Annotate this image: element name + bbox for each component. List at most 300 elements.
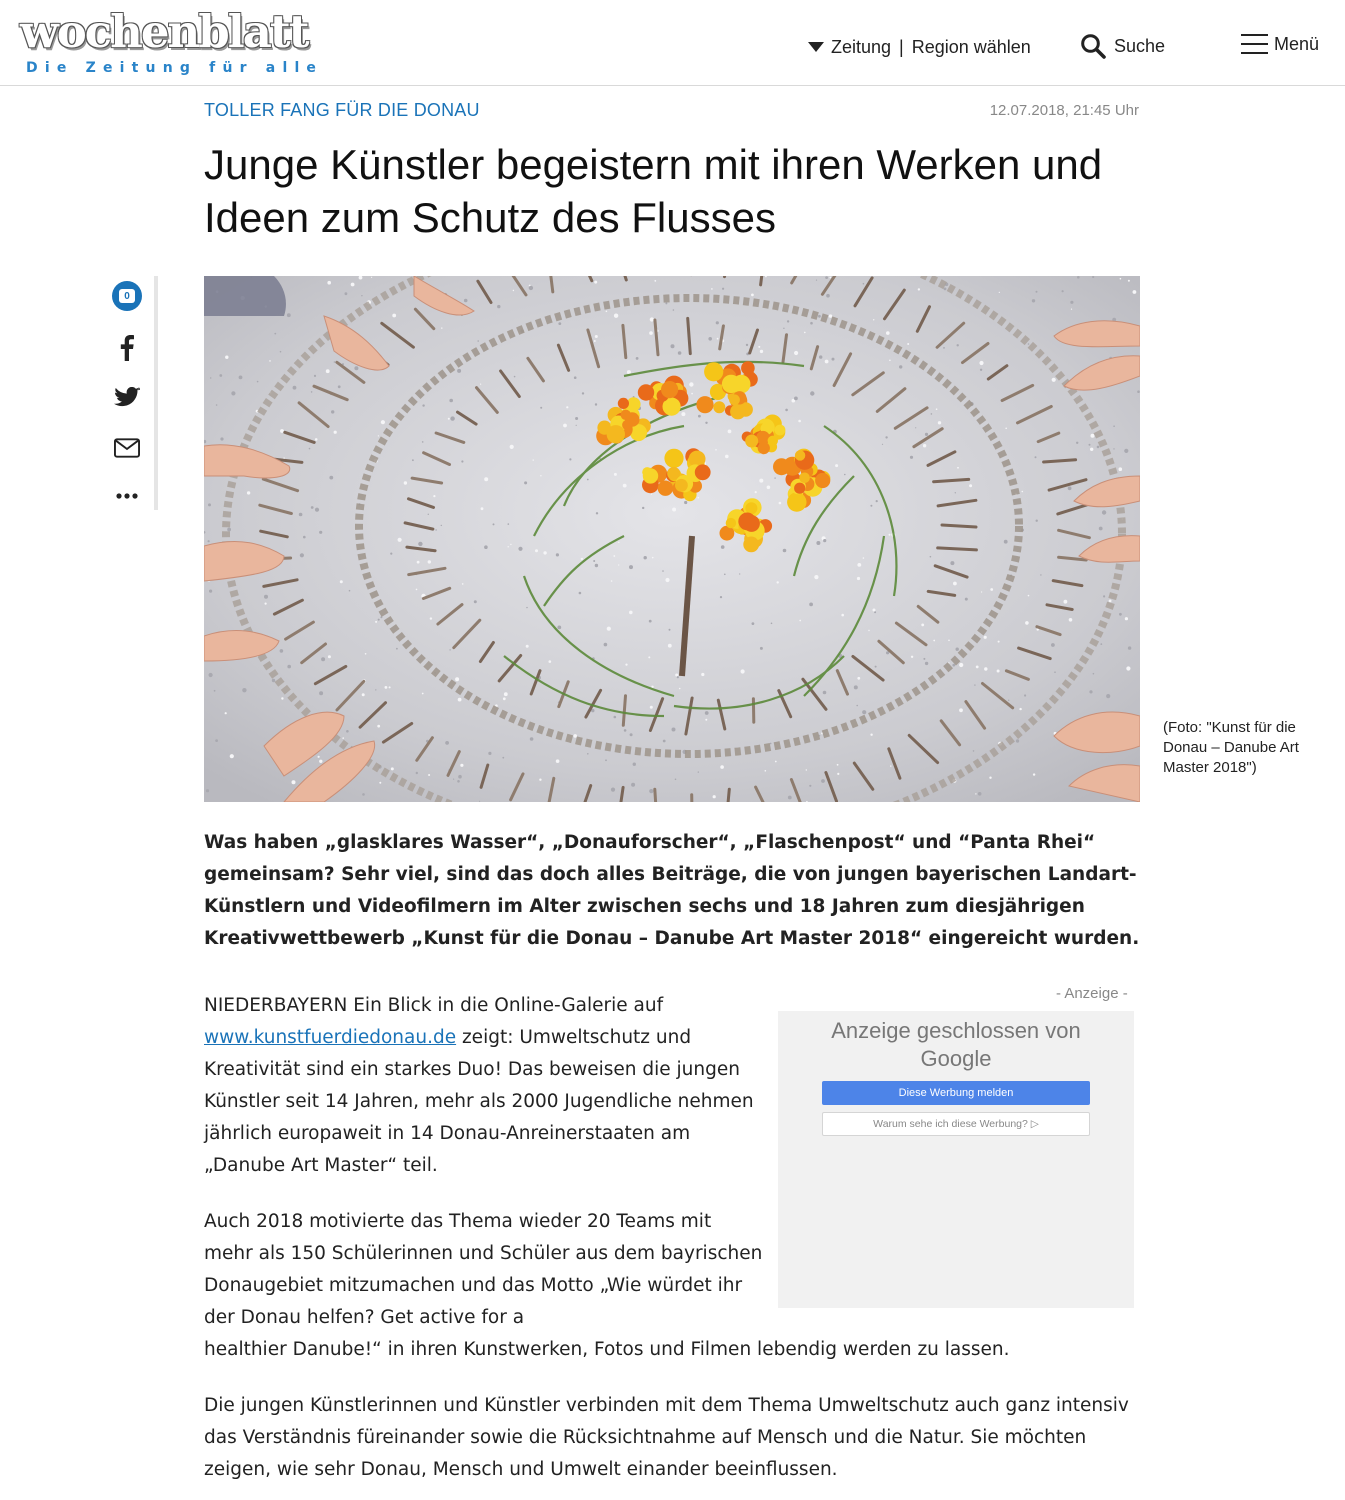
sand-speckle: [672, 508, 676, 512]
sand-speckle: [508, 546, 509, 547]
sand-speckle: [1092, 276, 1094, 278]
sand-speckle: [375, 621, 377, 623]
p1-text-end: zeigt: Umweltschutz und Kreativität sind ein starkes Duo! Das beweisen die jungen Künstler seit 14 Jahren, mehr als 2000 Jugendliche nehmen jährlich europaweit in 14 Donau-Anreinerstaaten am „Danube Art Master“ teil.: [204, 1027, 754, 1176]
comment-icon[interactable]: [112, 281, 142, 311]
sand-speckle: [215, 739, 218, 742]
sand-speckle: [309, 448, 311, 450]
sand-speckle: [417, 561, 420, 564]
sand-speckle: [1125, 617, 1128, 620]
sand-speckle: [1120, 278, 1122, 280]
sand-speckle: [556, 553, 559, 556]
sand-speckle: [389, 686, 391, 688]
sand-speckle: [644, 556, 647, 559]
sand-speckle: [269, 360, 271, 362]
sand-speckle: [814, 575, 818, 579]
sand-speckle: [334, 361, 336, 363]
sand-speckle: [311, 391, 313, 393]
sand-speckle: [481, 507, 484, 510]
sand-speckle: [973, 750, 975, 752]
sand-speckle: [497, 305, 500, 308]
sand-speckle: [614, 314, 618, 318]
site-header: [0, 0, 1345, 86]
sand-speckle: [678, 351, 682, 355]
sand-speckle: [579, 592, 582, 595]
sand-speckle: [907, 343, 909, 345]
flower-blossom: [799, 473, 810, 484]
sand-speckle: [651, 686, 653, 688]
sand-speckle: [775, 761, 777, 763]
sand-speckle: [381, 420, 385, 424]
hamburger-icon: [1241, 33, 1268, 55]
sand-speckle: [594, 340, 596, 342]
sand-speckle: [319, 691, 323, 695]
flower-blossom: [738, 513, 756, 531]
sand-speckle: [1025, 621, 1029, 625]
sand-speckle: [453, 779, 454, 780]
sand-speckle: [1103, 595, 1105, 597]
sand-speckle: [816, 541, 820, 545]
sand-speckle: [648, 656, 650, 658]
sand-speckle: [484, 477, 488, 481]
article-paragraph-3: Die jungen Künstlerinnen und Künstler verbinden mit dem Thema Umweltschutz auch ganz intensiv das Verständnis füreinander sowie die Rücksichtnahme auf Mensch und die Natur. Sie möchten zeigen, wie sehr Donau, Mensch und Umwelt einander beeinflussen.: [204, 1395, 1129, 1480]
article-kicker: TOLLER FANG FÜR DIE DONAU: [204, 100, 480, 120]
sand-speckle: [698, 497, 700, 499]
sand-speckle: [767, 486, 771, 490]
sand-speckle: [728, 430, 732, 434]
report-ad-button[interactable]: Diese Werbung melden: [822, 1081, 1090, 1105]
flower-blossom: [618, 398, 629, 409]
article-paragraph-1: [204, 990, 764, 1182]
sand-speckle: [375, 689, 376, 690]
sand-speckle: [675, 674, 678, 677]
sand-speckle: [557, 626, 561, 630]
menu-label: Menü: [1274, 33, 1320, 54]
region-selector[interactable]: [808, 36, 1031, 58]
why-this-ad-button[interactable]: Warum sehe ich diese Werbung? ▷: [822, 1112, 1090, 1136]
sand-speckle: [604, 643, 608, 647]
sand-speckle: [623, 484, 627, 488]
flower-blossom: [758, 442, 770, 454]
sand-speckle: [984, 667, 987, 670]
sand-speckle: [1089, 444, 1091, 446]
sand-speckle: [281, 697, 283, 699]
sand-speckle: [1133, 290, 1137, 294]
sand-speckle: [1004, 540, 1008, 544]
nav-zeitung-label: Zeitung: [831, 36, 892, 57]
sand-speckle: [328, 655, 331, 658]
sand-speckle: [391, 767, 394, 770]
sand-speckle: [923, 444, 926, 447]
sand-speckle: [957, 344, 959, 346]
sand-speckle: [863, 283, 865, 285]
sand-speckle: [818, 315, 821, 318]
sand-speckle: [649, 789, 653, 793]
sand-speckle: [209, 673, 213, 677]
sand-speckle: [938, 421, 941, 424]
sand-speckle: [435, 529, 436, 530]
nav-separator: |: [899, 36, 904, 57]
flower-blossom: [664, 449, 683, 468]
sand-speckle: [484, 545, 488, 549]
sand-speckle: [1036, 291, 1038, 293]
sand-speckle: [1119, 467, 1123, 471]
sand-speckle: [502, 757, 504, 759]
sand-speckle: [422, 441, 424, 443]
sand-speckle: [889, 534, 891, 536]
logo-tagline: Die Zeitung für alle: [26, 60, 324, 76]
article-date: 12.07.2018, 21:45 Uhr: [989, 102, 1139, 119]
sand-speckle: [480, 384, 481, 385]
sand-speckle: [890, 765, 891, 766]
sand-speckle: [457, 369, 461, 373]
sand-speckle: [925, 433, 928, 436]
sand-speckle: [208, 503, 211, 506]
sand-speckle: [225, 712, 227, 714]
sand-speckle: [329, 476, 333, 480]
sand-speckle: [654, 280, 656, 282]
sand-speckle: [1052, 378, 1056, 382]
sand-speckle: [264, 595, 268, 599]
sand-speckle: [1124, 449, 1128, 453]
sand-speckle: [675, 779, 677, 781]
sand-speckle: [751, 294, 754, 297]
sand-speckle: [930, 556, 932, 558]
sand-speckle: [338, 385, 341, 388]
sand-speckle: [416, 772, 418, 774]
sand-speckle: [636, 357, 639, 360]
sand-speckle: [392, 314, 396, 318]
sand-speckle: [510, 445, 514, 449]
sand-speckle: [629, 565, 633, 569]
sand-speckle: [765, 770, 767, 772]
sand-speckle: [594, 281, 597, 284]
sand-speckle: [614, 473, 617, 476]
sand-speckle: [854, 685, 858, 689]
sand-speckle: [595, 335, 598, 338]
sand-speckle: [809, 603, 813, 607]
sand-speckle: [1008, 700, 1009, 701]
sand-speckle: [875, 666, 877, 668]
sand-speckle: [931, 413, 933, 415]
sand-speckle: [974, 684, 975, 685]
sand-speckle: [510, 544, 511, 545]
flower-blossom: [621, 410, 631, 420]
sand-speckle: [717, 338, 719, 340]
sand-speckle: [624, 729, 627, 732]
sand-speckle: [404, 481, 407, 484]
sand-speckle: [804, 332, 806, 334]
sand-speckle: [416, 589, 418, 591]
sand-speckle: [450, 416, 454, 420]
sand-speckle: [630, 733, 633, 736]
sand-speckle: [823, 539, 826, 542]
sand-speckle: [1126, 666, 1130, 670]
search-button[interactable]: [1080, 33, 1165, 59]
sand-speckle: [1028, 595, 1030, 597]
sand-speckle: [722, 288, 724, 290]
sand-speckle: [984, 636, 987, 639]
sand-speckle: [371, 277, 372, 278]
sand-speckle: [526, 645, 529, 648]
sand-speckle: [1102, 510, 1106, 514]
sand-speckle: [449, 649, 450, 650]
flower-blossom: [661, 381, 678, 398]
sand-speckle: [825, 360, 829, 364]
sand-speckle: [1076, 442, 1078, 444]
sand-speckle: [581, 558, 583, 560]
sand-speckle: [979, 361, 983, 365]
sand-speckle: [242, 688, 246, 692]
sand-speckle: [412, 459, 414, 461]
sand-speckle: [752, 622, 755, 625]
sand-speckle: [503, 697, 506, 700]
sand-speckle: [396, 648, 398, 650]
sand-speckle: [980, 369, 982, 371]
article-hero-image[interactable]: [204, 276, 1140, 802]
sand-speckle: [618, 564, 619, 565]
sand-speckle: [669, 629, 671, 631]
sand-speckle: [978, 792, 982, 796]
site-logo[interactable]: [20, 4, 324, 80]
sand-speckle: [1137, 390, 1140, 393]
sand-speckle: [1024, 694, 1026, 696]
sand-speckle: [779, 502, 782, 505]
nav-region-label: Region wählen: [911, 36, 1031, 57]
flower-blossom: [696, 396, 713, 413]
sand-speckle: [1109, 600, 1112, 603]
sand-speckle: [1051, 643, 1055, 647]
sand-speckle: [933, 640, 935, 642]
sand-speckle: [208, 540, 210, 542]
sand-speckle: [1036, 520, 1038, 522]
sand-speckle: [303, 536, 306, 539]
sand-speckle: [488, 752, 491, 755]
sand-speckle: [770, 743, 772, 745]
sand-speckle: [1040, 574, 1041, 575]
sand-speckle: [981, 591, 982, 592]
sand-speckle: [835, 464, 838, 467]
sand-speckle: [231, 391, 235, 395]
sand-speckle: [574, 376, 577, 379]
sand-speckle: [1062, 290, 1064, 292]
sand-speckle: [549, 660, 552, 663]
sand-speckle: [708, 337, 712, 341]
sand-speckle: [863, 557, 865, 559]
driftwood-stick: [692, 795, 693, 802]
facebook-icon[interactable]: [114, 335, 140, 361]
article-paragraph-2: [204, 1206, 1140, 1366]
sand-speckle: [361, 295, 362, 296]
twitter-icon[interactable]: [114, 385, 140, 411]
sand-speckle: [652, 557, 654, 559]
sand-speckle: [689, 382, 693, 386]
sand-speckle: [576, 425, 577, 426]
landart-photo: [204, 276, 1140, 802]
sand-speckle: [287, 665, 291, 669]
sand-speckle: [300, 553, 304, 557]
sand-speckle: [953, 582, 957, 586]
sand-speckle: [448, 418, 450, 420]
sand-speckle: [474, 600, 477, 603]
sand-speckle: [595, 403, 597, 405]
sand-speckle: [665, 302, 667, 304]
sand-speckle: [380, 616, 382, 618]
sand-speckle: [385, 686, 388, 689]
sand-speckle: [923, 658, 925, 660]
more-icon[interactable]: [114, 483, 140, 509]
flower-blossom: [794, 483, 805, 494]
sand-speckle: [539, 779, 541, 781]
sand-speckle: [1005, 428, 1007, 430]
sand-speckle: [857, 577, 860, 580]
sand-speckle: [346, 730, 349, 733]
sand-speckle: [318, 756, 320, 758]
flower-blossom: [713, 401, 725, 413]
sand-speckle: [705, 422, 707, 424]
sand-speckle: [543, 551, 546, 554]
sand-speckle: [611, 788, 615, 792]
sand-speckle: [477, 340, 479, 342]
sand-speckle: [1077, 276, 1080, 279]
sand-speckle: [823, 691, 827, 695]
sand-speckle: [398, 538, 402, 542]
sand-speckle: [265, 603, 267, 605]
sand-speckle: [870, 734, 872, 736]
sand-speckle: [948, 640, 950, 642]
sand-speckle: [672, 728, 676, 732]
sand-speckle: [810, 391, 814, 395]
sand-speckle: [720, 596, 722, 598]
sand-speckle: [868, 630, 869, 631]
sand-speckle: [611, 580, 613, 582]
sand-speckle: [428, 560, 431, 563]
sand-speckle: [569, 458, 571, 460]
sand-speckle: [605, 759, 607, 761]
sand-speckle: [663, 740, 666, 743]
gallery-link[interactable]: www.kunstfuerdiedonau.de: [204, 1027, 457, 1048]
flower-blossom: [745, 435, 758, 448]
article-headline: Junge Künstler begeistern mit ihren Werken und Ideen zum Schutz des Flusses: [204, 141, 1103, 241]
sand-speckle: [826, 294, 830, 298]
mail-icon[interactable]: [114, 435, 140, 461]
sand-speckle: [1032, 299, 1035, 302]
sand-speckle: [558, 322, 561, 325]
sand-speckle: [1091, 434, 1095, 438]
sand-speckle: [679, 688, 681, 690]
sand-speckle: [575, 417, 578, 420]
sand-speckle: [1113, 448, 1114, 449]
sand-speckle: [829, 277, 831, 279]
sand-speckle: [315, 438, 318, 441]
sand-speckle: [787, 320, 789, 322]
sand-speckle: [649, 620, 652, 623]
sand-speckle: [587, 753, 589, 755]
sand-speckle: [713, 795, 716, 798]
sand-speckle: [788, 796, 792, 800]
sand-speckle: [809, 785, 811, 787]
sand-speckle: [651, 494, 652, 495]
sand-speckle: [873, 319, 874, 320]
sand-speckle: [899, 365, 902, 368]
sand-speckle: [915, 427, 916, 428]
sand-speckle: [354, 366, 358, 370]
sand-speckle: [433, 495, 435, 497]
sand-speckle: [529, 286, 533, 290]
sand-speckle: [349, 590, 351, 592]
sand-speckle: [882, 444, 883, 445]
sand-speckle: [257, 381, 259, 383]
p2-text-full: healthier Danube!“ in ihren Kunstwerken, Fotos und Filmen lebendig werden zu lassen.: [204, 1339, 1010, 1360]
sand-speckle: [668, 644, 672, 648]
sand-speckle: [969, 484, 972, 487]
ad-closed-message: [778, 1017, 1134, 1073]
sand-speckle: [1028, 343, 1030, 345]
flower-blossom: [730, 404, 746, 420]
sand-speckle: [457, 780, 460, 783]
sand-speckle: [642, 507, 644, 509]
sand-speckle: [785, 409, 788, 412]
sand-speckle: [625, 664, 627, 666]
sand-speckle: [952, 664, 955, 667]
flower-blossom: [695, 464, 711, 480]
sand-speckle: [873, 609, 876, 612]
flower-blossom: [675, 479, 688, 492]
sand-speckle: [508, 523, 510, 525]
sand-speckle: [613, 555, 615, 557]
ad-closed-brand: Google: [920, 1046, 992, 1071]
sand-speckle: [821, 779, 825, 783]
sand-speckle: [1089, 690, 1092, 693]
flower-blossom: [607, 425, 625, 443]
sand-speckle: [959, 708, 963, 712]
flower-blossom: [815, 473, 830, 488]
menu-button[interactable]: [1241, 33, 1319, 55]
sand-speckle: [441, 525, 442, 526]
sand-speckle: [825, 276, 828, 279]
sand-speckle: [783, 328, 784, 329]
sand-speckle: [458, 775, 462, 779]
sand-speckle: [533, 459, 534, 460]
sand-speckle: [274, 333, 276, 335]
sand-speckle: [342, 737, 344, 739]
sand-speckle: [889, 360, 891, 362]
sand-speckle: [596, 512, 598, 514]
sand-speckle: [595, 564, 598, 567]
sand-speckle: [351, 283, 355, 287]
sand-speckle: [464, 299, 468, 303]
sand-speckle: [1097, 446, 1100, 449]
sand-speckle: [629, 611, 633, 615]
sand-speckle: [422, 404, 424, 406]
sand-speckle: [216, 404, 218, 406]
sand-speckle: [1068, 486, 1072, 490]
sand-speckle: [293, 386, 297, 390]
sand-speckle: [345, 292, 348, 295]
sand-speckle: [721, 545, 725, 549]
sand-speckle: [220, 437, 223, 440]
flower-blossom: [622, 420, 632, 430]
sand-speckle: [665, 578, 669, 582]
sand-speckle: [999, 292, 1000, 293]
sand-speckle: [430, 617, 432, 619]
sand-speckle: [365, 653, 367, 655]
sand-speckle: [606, 311, 608, 313]
sand-speckle: [513, 290, 514, 291]
flower-blossom: [729, 394, 740, 405]
sand-speckle: [530, 737, 534, 741]
sand-speckle: [1106, 694, 1110, 698]
search-label: Suche: [1114, 35, 1166, 56]
